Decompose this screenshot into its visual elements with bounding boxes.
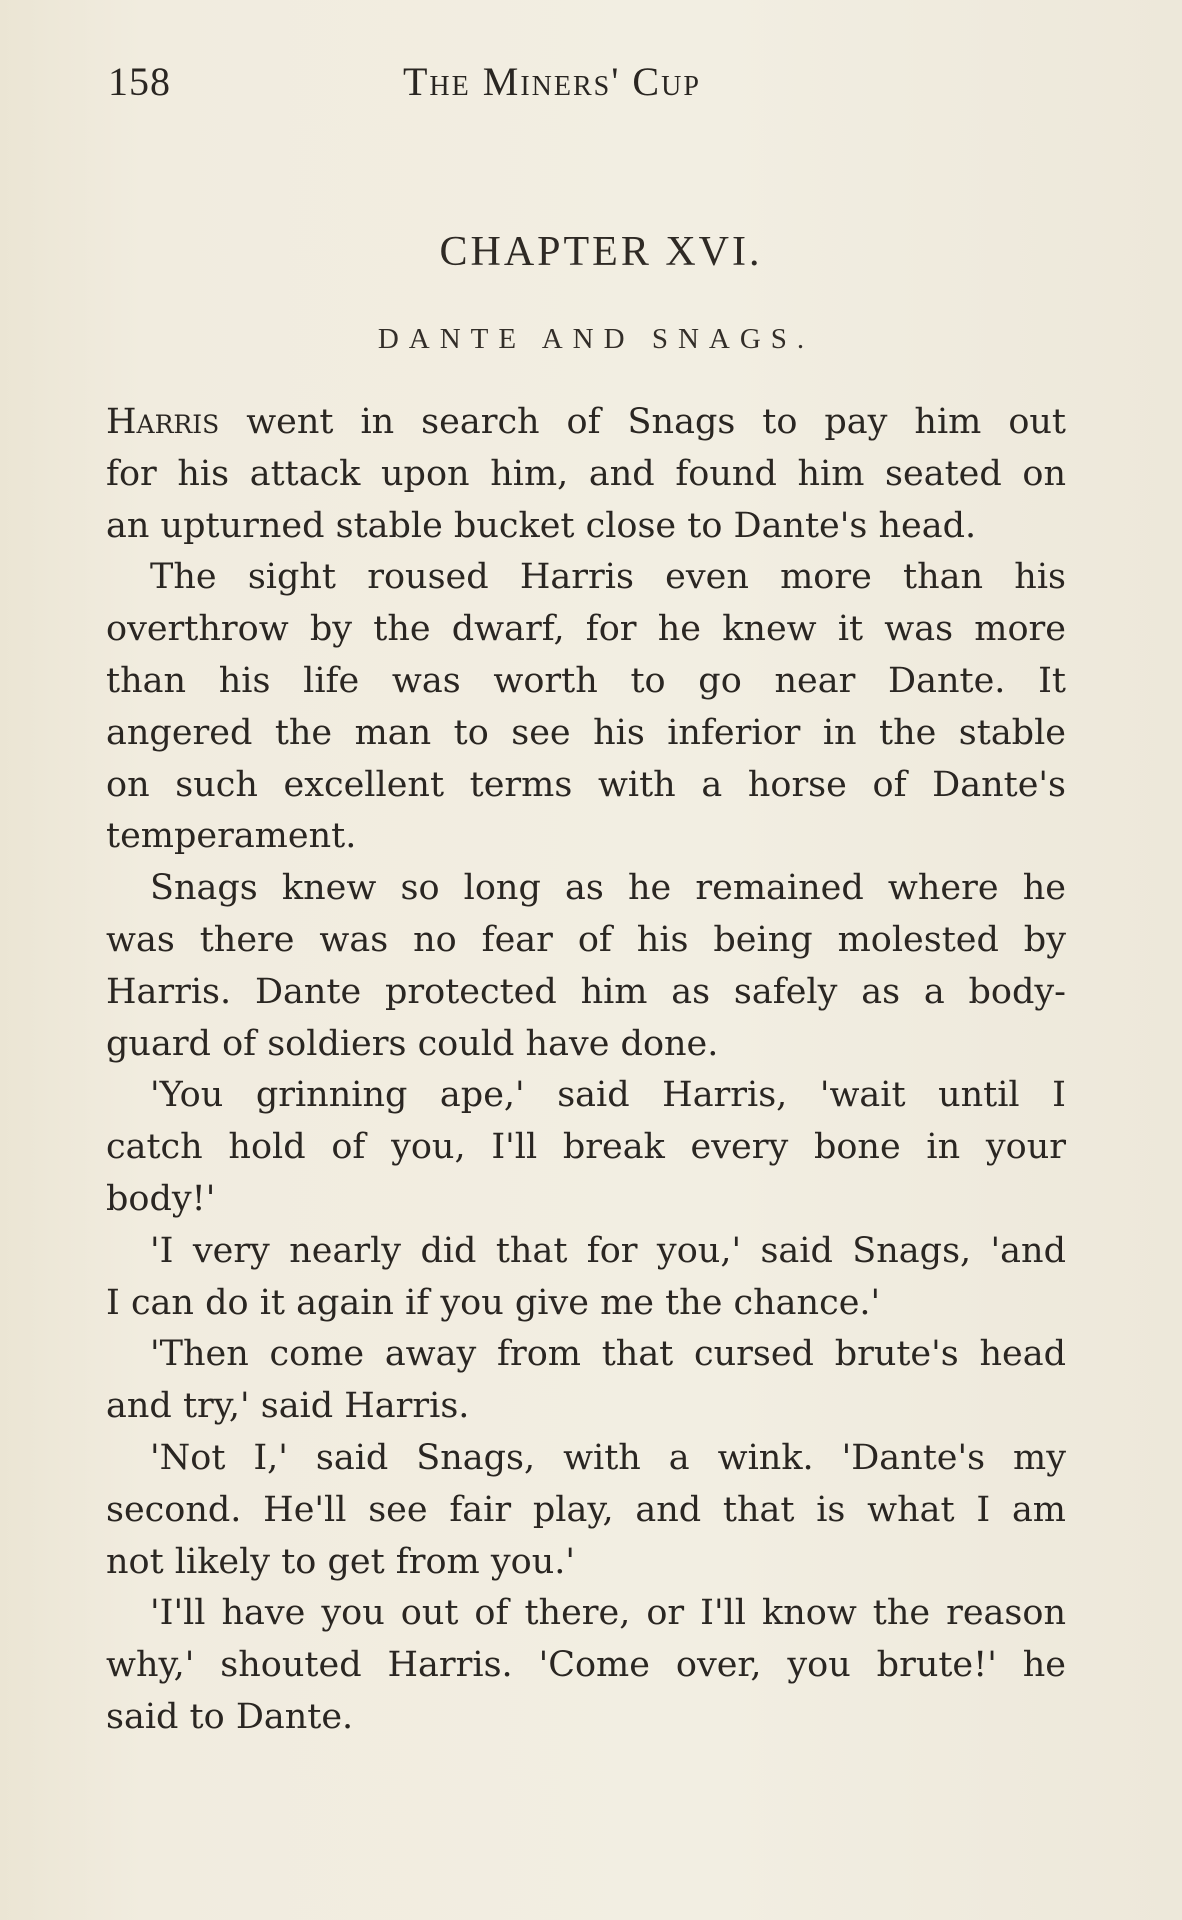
text-line: Harris went in search of Snags to pay him out xyxy=(106,402,1066,442)
text-line: Snags knew so long as he remained where he xyxy=(150,868,1066,909)
body-text xyxy=(106,397,1066,1744)
text-line: 'You grinning ape,' said Harris, 'wait until I xyxy=(150,1075,1066,1116)
text-line: 'I very nearly did that for you,' said Snags, 'and xyxy=(150,1230,1066,1271)
text-line: 'Then come away from that cursed brute's head xyxy=(150,1334,1066,1375)
text-line: was there was no fear of his being molested by xyxy=(106,919,1066,960)
text-line: 'I'll have you out of there, or I'll know the reason xyxy=(150,1593,1066,1634)
running-head xyxy=(108,58,1064,108)
text-line: The sight roused Harris even more than his xyxy=(150,557,1066,598)
text-line: temperament. xyxy=(106,816,357,857)
text-line: said to Dante. xyxy=(106,1696,354,1737)
text-line: guard of soldiers could have done. xyxy=(106,1023,719,1064)
page-number: 158 xyxy=(108,59,171,104)
drop-name: Harris xyxy=(106,402,220,442)
text-line: why,' shouted Harris. 'Come over, you brute!' he xyxy=(106,1645,1066,1686)
text-line: than his life was worth to go near Dante. It xyxy=(106,660,1066,701)
text-line: not likely to get from you.' xyxy=(106,1541,575,1582)
running-title: The Miners' Cup xyxy=(403,59,701,104)
text-line: I can do it again if you give me the chance.' xyxy=(106,1282,881,1323)
text-line: and try,' said Harris. xyxy=(106,1386,470,1427)
text-line: an upturned stable bucket close to Dante's head. xyxy=(106,505,977,546)
text-line: angered the man to see his inferior in the stable xyxy=(106,712,1066,753)
chapter-title: CHAPTER XVI. xyxy=(439,229,763,275)
text-line: 'Not I,' said Snags, with a wink. 'Dante's my xyxy=(150,1437,1066,1478)
chapter-subtitle: DANTE AND SNAGS. xyxy=(377,323,815,355)
text-line: on such excellent terms with a horse of Dante's xyxy=(106,764,1066,805)
text-line: Harris. Dante protected him as safely as a body- xyxy=(106,971,1066,1012)
text-line: body!' xyxy=(106,1178,216,1219)
text-line: second. He'll see fair play, and that is what I am xyxy=(106,1489,1066,1530)
text-line: for his attack upon him, and found him seated on xyxy=(106,453,1066,494)
text-line: catch hold of you, I'll break every bone in your xyxy=(106,1127,1066,1168)
text-line: overthrow by the dwarf, for he knew it was more xyxy=(106,609,1066,650)
